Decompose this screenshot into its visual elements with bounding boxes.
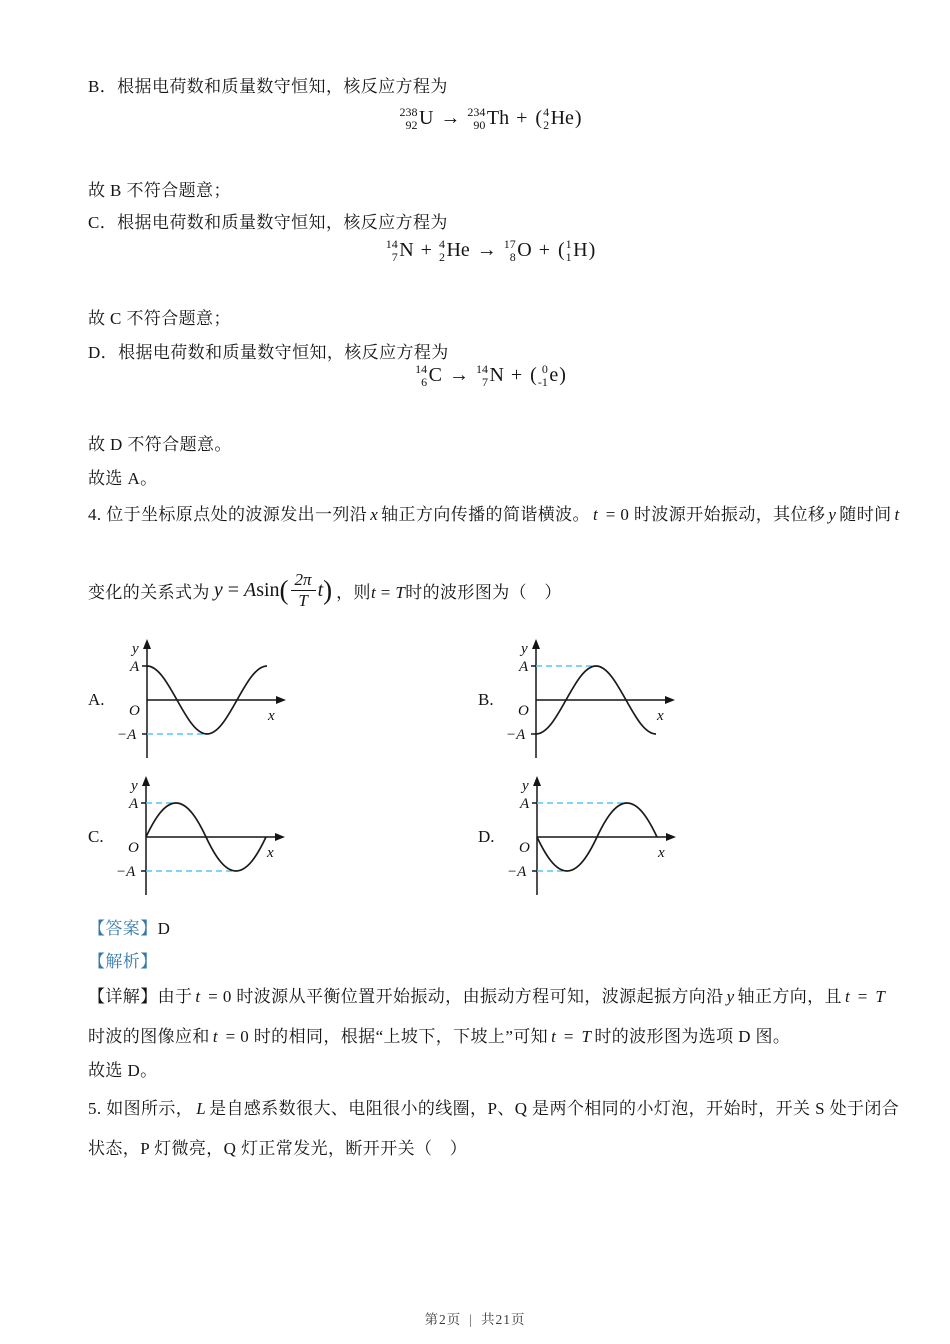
option-c-explanation: C．根据电荷数和质量数守恒知，核反应方程为 [88,213,448,232]
option-b-label: B. [478,690,494,709]
svg-text:−A: −A [505,727,525,743]
x-axis-arrow [666,833,676,841]
option-b-explanation: B．根据电荷数和质量数守恒知，核反应方程为 [88,77,448,96]
question3-final-answer: 故选 A。 [88,469,158,488]
nuclear-equation-carbon-beta: 14 6 C → 14 7 N + ( 0 -1 e ) [415,362,566,389]
waveform-diagram-c [114,773,289,901]
analysis-label: 【解析】 [88,952,158,971]
answer-label: 【答案】 [88,919,158,938]
question5-text-line1: 5. 如图所示， L 是自感系数很大、电阻很小的线圈，P、Q 是两个相同的小灯泡，开始时，开关 S 处于闭合 [88,1099,900,1118]
footer-page-number: 第2页 [424,1312,462,1327]
y-axis-arrow [532,639,540,649]
svg-text:O: O [128,703,140,719]
option-a-label: A. [88,690,105,709]
svg-text:−A: −A [115,864,135,880]
y-axis-arrow [143,639,151,649]
formula-prefix-text: 变化的关系式为 [88,582,210,602]
svg-text:O: O [127,840,139,856]
svg-text:O: O [517,703,529,719]
detail-explanation-line2: 时波的图像应和 t = 0 时的相同，根据“上坡下，下坡上”可知 t = T 时的波形图为选项 D 图。 [88,1027,791,1046]
svg-text:y: y [130,778,138,794]
x-axis-arrow [276,696,286,704]
svg-text:A: A [128,796,138,812]
nuclear-equation-nitrogen-alpha: 14 7 N + 4 2 He → 17 8 O + ( 1 1 H ) [385,237,596,264]
svg-text:x: x [656,708,664,724]
y-axis-arrow [142,776,150,786]
formula-suffix-text: ，则t = T时的波形图为（ ） [336,582,562,602]
two-pi-over-T-fraction: $\frac{2\pi}{T}$ [291,570,316,610]
svg-text:x: x [267,708,275,724]
svg-text:y: y [521,778,529,794]
footer-separator: | [469,1312,473,1327]
question5-text-line2: 状态，P 灯微亮，Q 灯正常发光，断开开关（ ） [88,1139,468,1158]
svg-text:y: y [131,641,139,657]
svg-text:O: O [518,840,530,856]
option-d-label: D. [478,827,495,846]
question4-text-line1: 4. 位于坐标原点处的波源发出一列沿 x 轴正方向传播的简谐横波。 t = 0 时波源开始振动，其位移 y 随时间 t [88,505,900,524]
option-c-label: C. [88,827,104,846]
open-paren: ( [279,574,289,605]
answer-value: D [157,919,171,938]
close-paren: ) [323,574,333,605]
option-d-explanation: D．根据电荷数和质量数守恒知，核反应方程为 [88,343,449,362]
svg-text:−A: −A [506,864,526,880]
waveform-option-b [478,636,679,764]
svg-text:A: A [518,659,528,675]
waveform-option-c [88,773,289,901]
y-axis-arrow [533,776,541,786]
waveform-diagram-d [505,773,680,901]
answer-line [88,914,170,939]
question4-text-line2 [88,562,562,618]
page-footer [0,1308,950,1328]
svg-text:x: x [657,845,665,861]
svg-text:A: A [129,659,139,675]
x-axis-arrow [275,833,285,841]
question4-final-answer: 故选 D。 [88,1061,158,1080]
waveform-diagram-b [504,636,679,764]
waveform-option-a [88,636,290,764]
option-d-conclusion: 故 D 不符合题意。 [88,435,232,454]
wave-displacement-formula: y = A sin ( $\frac{2\pi}{T}$ t ) [213,569,333,610]
svg-text:x: x [266,845,274,861]
waveform-diagram-a [115,636,290,764]
option-c-conclusion: 故 C 不符合题意； [88,309,231,328]
nuclear-equation-uranium-decay: 238 92 U → 234 90 Th + ( 4 2 He ) [399,105,582,132]
x-axis-arrow [665,696,675,704]
svg-text:y: y [520,641,528,657]
option-b-conclusion: 故 B 不符合题意； [88,181,231,200]
svg-text:A: A [519,796,529,812]
svg-text:−A: −A [116,727,136,743]
footer-total-pages: 共21页 [480,1312,526,1327]
detail-explanation-line1: 【详解】由于 t = 0 时波源从平衡位置开始振动，由振动方程可知，波源起振方向沿 y 轴正方向，且 t = T [88,987,886,1006]
waveform-option-d [478,773,680,901]
